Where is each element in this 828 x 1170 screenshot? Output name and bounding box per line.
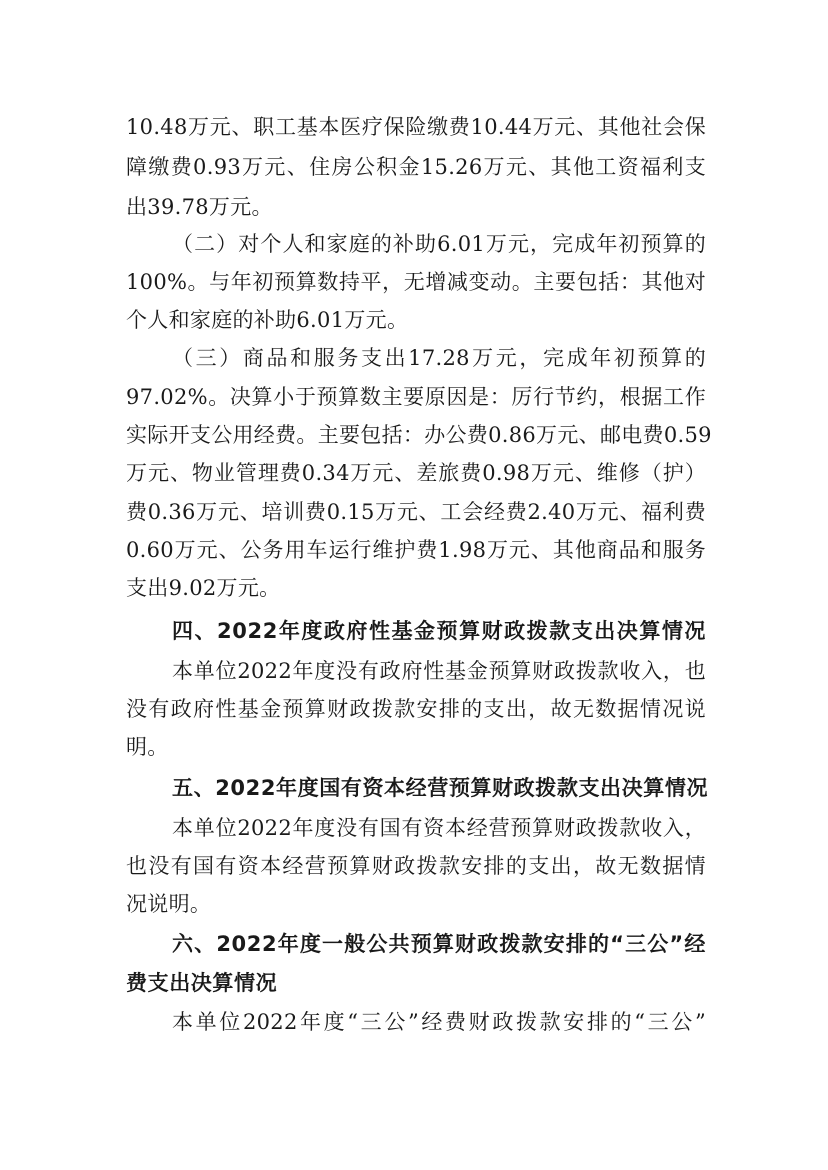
body-text-line: 费0.36万元、培训费0.15万元、工会经费2.40万元、福利费 <box>126 500 706 524</box>
section-heading: 五、2022年度国有资本经营预算财政拨款支出决算情况 <box>172 776 709 800</box>
section-heading-continuation: 费支出决算情况 <box>126 971 278 995</box>
body-text-line: 障缴费0.93万元、住房公积金15.26万元、其他工资福利支 <box>126 155 706 179</box>
body-text-line: （二）对个人和家庭的补助6.01万元，完成年初预算的 <box>172 232 706 256</box>
body-text-line: 实际开支公用经费。主要包括：办公费0.86万元、邮电费0.59 <box>126 423 712 447</box>
body-text-line: 没有政府性基金预算财政拨款安排的支出，故无数据情况说 <box>126 697 706 721</box>
body-text-line: 出39.78万元。 <box>126 195 273 219</box>
body-text-line: 本单位2022年度“三公”经费财政拨款安排的“三公” <box>172 1010 706 1034</box>
section-heading: 六、2022年度一般公共预算财政拨款安排的“三公”经 <box>172 932 706 956</box>
body-text-line: 也没有国有资本经营预算财政拨款安排的支出，故无数据情 <box>126 854 706 878</box>
body-text-line: 明。 <box>126 735 169 759</box>
section-heading: 四、2022年度政府性基金预算财政拨款支出决算情况 <box>172 619 706 643</box>
body-text-line: 100%。与年初预算数持平，无增减变动。主要包括：其他对 <box>126 270 706 294</box>
body-text-line: 本单位2022年度没有国有资本经营预算财政拨款收入， <box>172 816 706 840</box>
body-text-line: （三）商品和服务支出17.28万元，完成年初预算的 <box>172 346 706 370</box>
body-text-line: 支出9.02万元。 <box>126 576 281 600</box>
body-text-line: 0.60万元、公务用车运行维护费1.98万元、其他商品和服务 <box>126 538 706 562</box>
body-text-line: 个人和家庭的补助6.01万元。 <box>126 308 409 332</box>
body-text-line: 97.02%。决算小于预算数主要原因是：厉行节约，根据工作 <box>126 385 706 409</box>
body-text-line: 本单位2022年度没有政府性基金预算财政拨款收入，也 <box>172 659 706 683</box>
body-text-line: 万元、物业管理费0.34万元、差旅费0.98万元、维修（护） <box>126 461 706 485</box>
body-text-line: 况说明。 <box>126 892 212 916</box>
body-text-line: 10.48万元、职工基本医疗保险缴费10.44万元、其他社会保 <box>126 115 706 139</box>
